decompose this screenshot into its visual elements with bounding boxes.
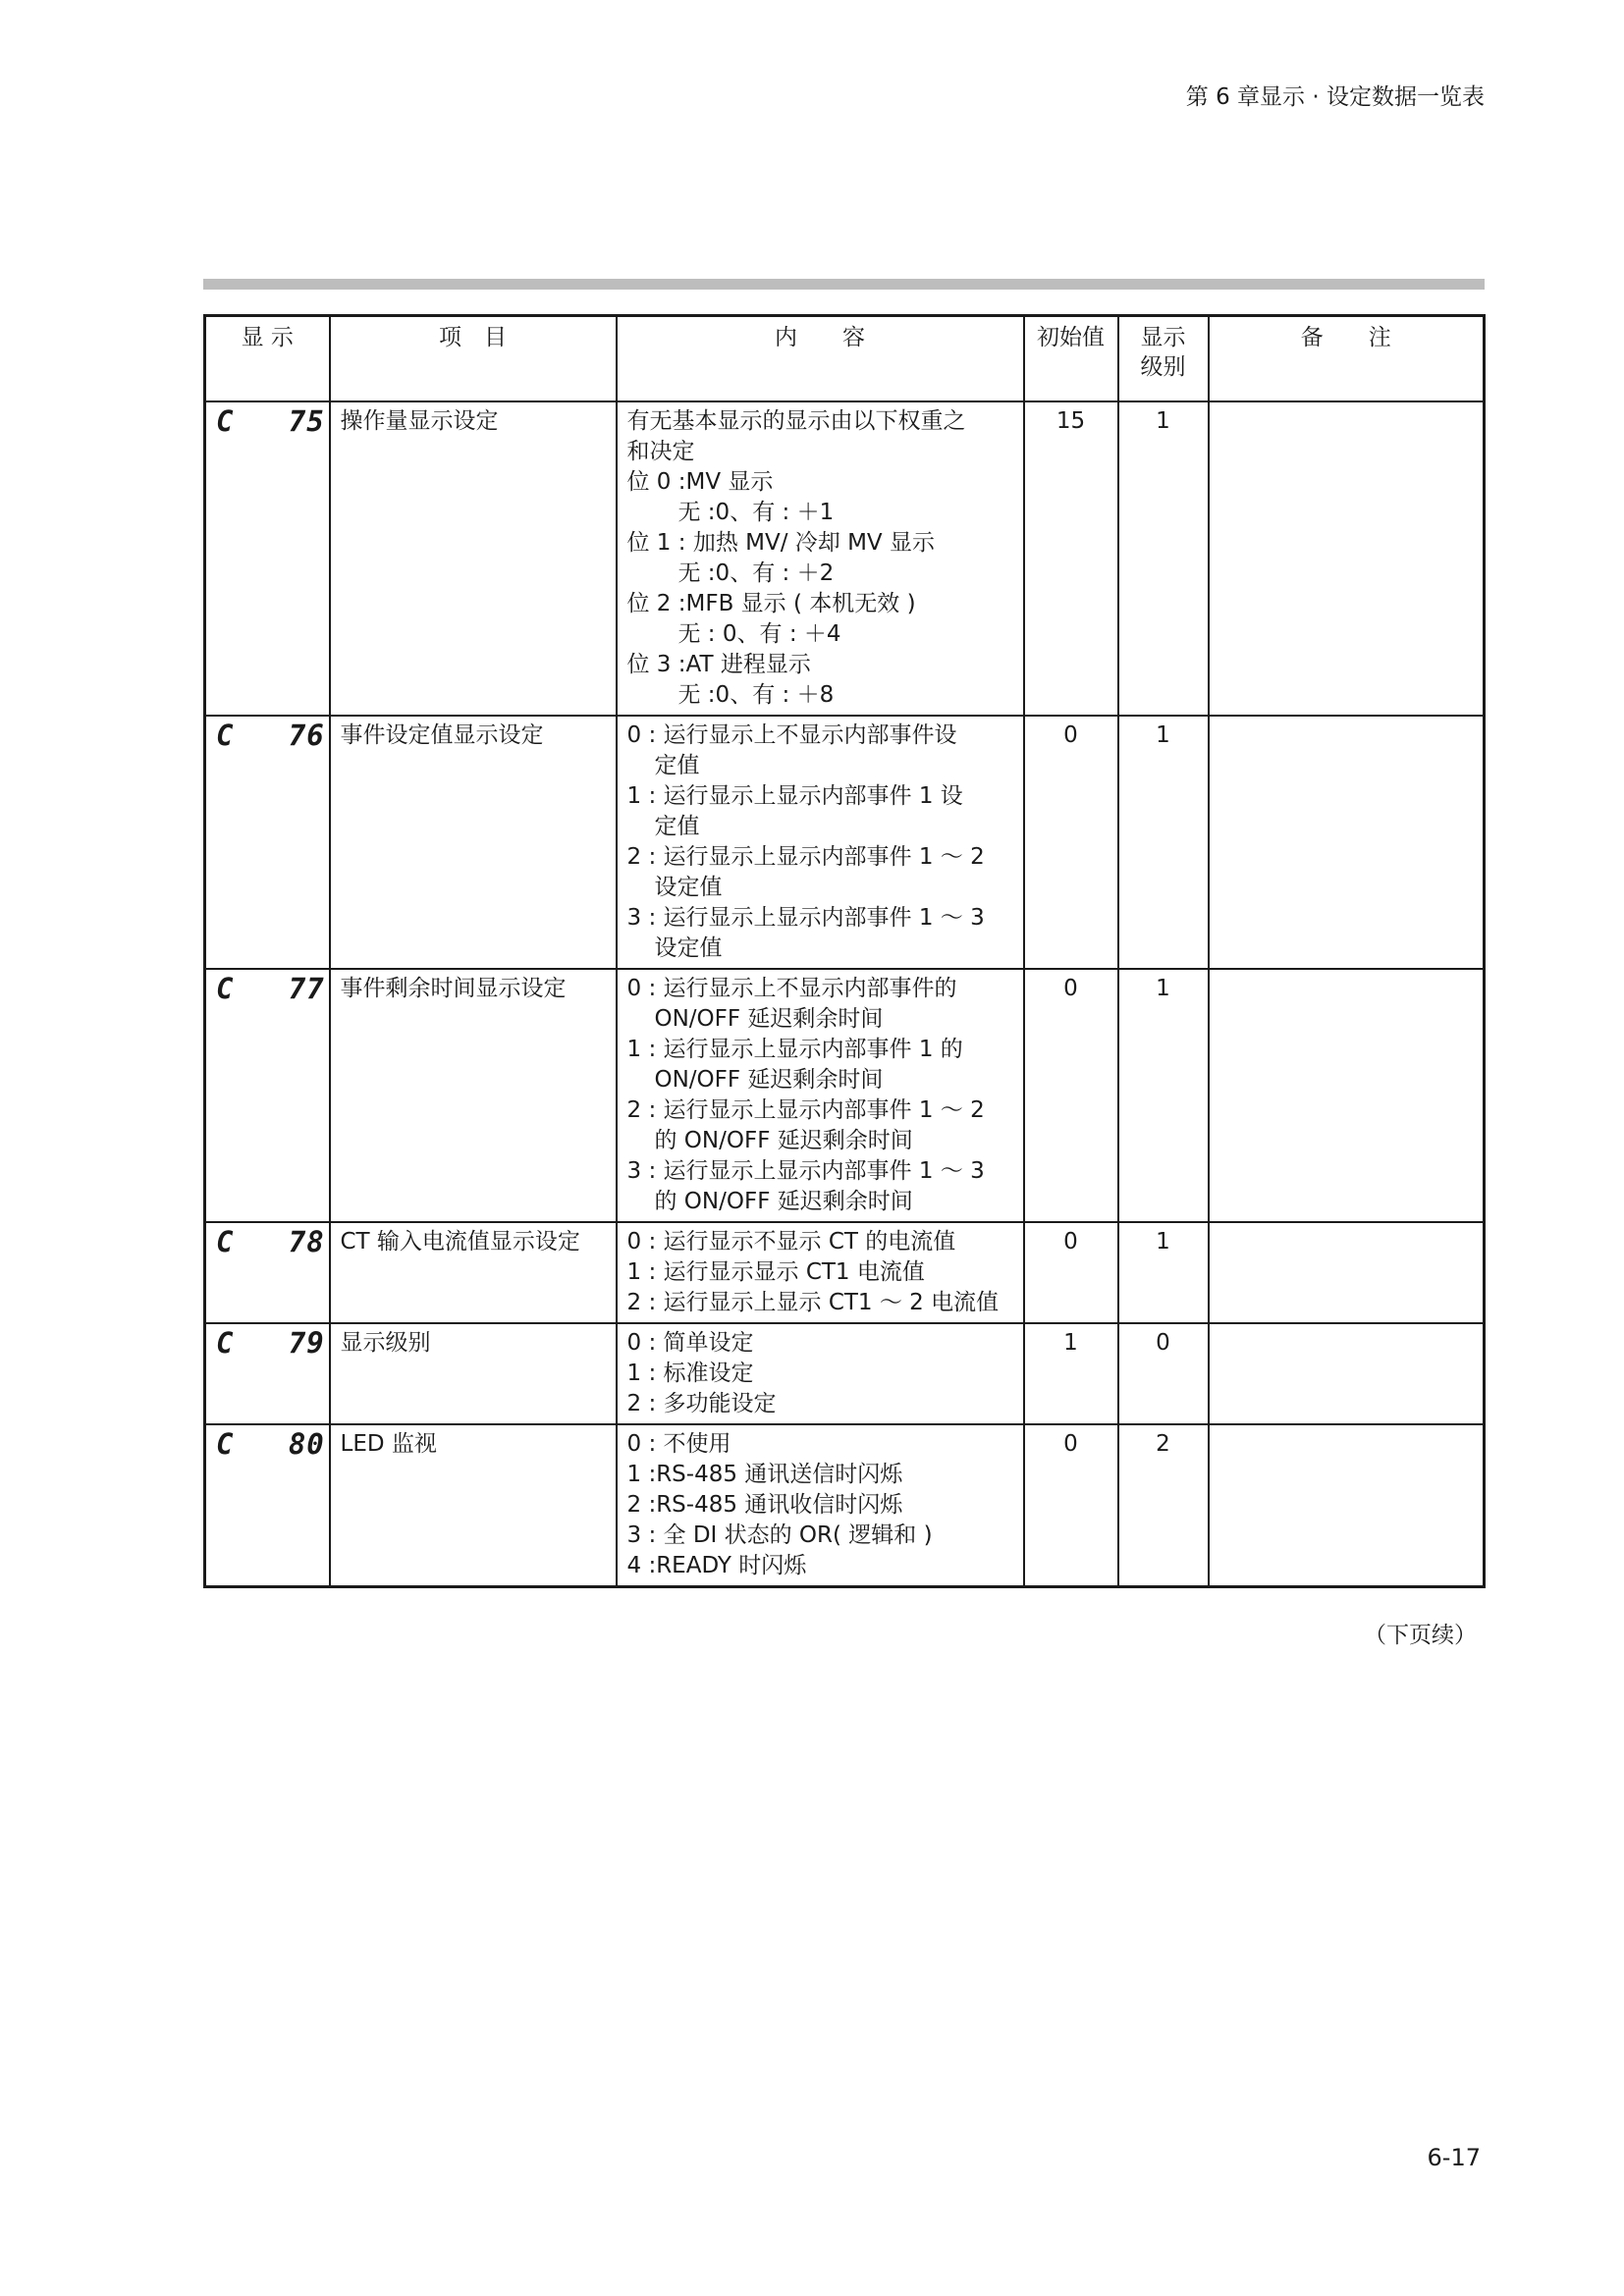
table-header-row [205,316,1485,402]
content-cell [617,1424,1024,1587]
item-name: 事件剩余时间显示设定 [330,969,617,1222]
content-line: 1 : 运行显示上显示内部事件 1 的 [626,1037,963,1062]
content-line: 1 : 运行显示显示 CT1 电流值 [626,1259,925,1285]
initial-value: 0 [1024,969,1118,1222]
table-row [205,969,1485,1222]
remarks-cell [1209,969,1485,1222]
settings-table [203,314,1486,1588]
content-line: 无 :0、有 : ＋2 [677,561,835,586]
content-line: 的 ON/OFF 延迟剩余时间 [654,1189,913,1214]
item-name: 操作量显示设定 [330,401,617,716]
table-row [205,401,1485,716]
table-row [205,1323,1485,1424]
item-name: 显示级别 [330,1323,617,1424]
display-code: C 77 [205,969,330,1222]
content-line: 的 ON/OFF 延迟剩余时间 [654,1128,913,1153]
chapter-header: 第 6 章显示 · 设定数据一览表 [1185,84,1485,110]
content-line: 有无基本显示的显示由以下权重之 [626,408,966,434]
content-line: 定值 [654,753,700,778]
display-level: 1 [1118,401,1209,716]
content-line: 4 :READY 时闪烁 [626,1553,807,1578]
initial-value: 15 [1024,401,1118,716]
remarks-cell [1209,401,1485,716]
content-line: 1 : 标准设定 [626,1361,754,1386]
content-line: 无 :0、有 : ＋8 [677,682,835,708]
content-line: 3 : 全 DI 状态的 OR( 逻辑和 ) [626,1522,933,1548]
content-line: 2 : 运行显示上显示内部事件 1 ～ 2 [626,1097,985,1123]
content-line: 位 2 :MFB 显示 ( 本机无效 ) [626,591,916,616]
content-line: 0 : 简单设定 [626,1330,754,1356]
header-content: 内 容 [617,316,1024,402]
content-line: 定值 [654,814,700,839]
item-name: LED 监视 [330,1424,617,1587]
remarks-cell [1209,1424,1485,1587]
initial-value: 0 [1024,1424,1118,1587]
content-line: 2 :RS-485 通讯收信时闪烁 [626,1492,903,1518]
display-code: C 80 [205,1424,330,1587]
table-body [205,401,1485,1587]
remarks-cell [1209,716,1485,969]
content-line: 1 :RS-485 通讯送信时闪烁 [626,1462,903,1487]
content-cell [617,1222,1024,1323]
content-line: 0 : 运行显示不显示 CT 的电流值 [626,1229,956,1255]
display-code: C 76 [205,716,330,969]
content-line: 位 0 :MV 显示 [626,469,774,495]
content-line: 0 : 不使用 [626,1431,731,1457]
display-level: 1 [1118,716,1209,969]
display-level: 1 [1118,969,1209,1222]
content-line: 无 :0、有 : ＋1 [677,500,835,525]
item-name: 事件设定值显示设定 [330,716,617,969]
content-cell [617,716,1024,969]
display-level: 2 [1118,1424,1209,1587]
remarks-cell [1209,1323,1485,1424]
item-name: CT 输入电流值显示设定 [330,1222,617,1323]
continued-note: （下页续） [1364,1623,1477,1648]
content-line: 3 : 运行显示上显示内部事件 1 ～ 3 [626,905,985,931]
content-line: 位 1 : 加热 MV/ 冷却 MV 显示 [626,530,935,556]
display-level: 0 [1118,1323,1209,1424]
display-code: C 75 [205,401,330,716]
content-line: 2 : 多功能设定 [626,1391,777,1416]
content-cell [617,401,1024,716]
header-remarks: 备 注 [1209,316,1485,402]
content-cell [617,1323,1024,1424]
display-code: C 79 [205,1323,330,1424]
header-initial-value: 初始值 [1024,316,1118,402]
display-level: 1 [1118,1222,1209,1323]
content-line: 2 : 运行显示上显示内部事件 1 ～ 2 [626,844,985,870]
content-line: 设定值 [654,935,723,961]
table-row [205,1424,1485,1587]
remarks-cell [1209,1222,1485,1323]
content-line: 0 : 运行显示上不显示内部事件设 [626,722,957,748]
content-line: 3 : 运行显示上显示内部事件 1 ～ 3 [626,1158,985,1184]
content-line: 0 : 运行显示上不显示内部事件的 [626,976,957,1001]
content-line: 和决定 [626,439,695,464]
content-line: 2 : 运行显示上显示 CT1 ～ 2 电流值 [626,1290,1000,1315]
page-number: 6-17 [1427,2144,1481,2171]
header-item: 项 目 [330,316,617,402]
content-line: 无 : 0、有 : ＋4 [677,621,841,647]
initial-value: 0 [1024,716,1118,969]
content-line: 位 3 :AT 进程显示 [626,652,811,677]
content-line: ON/OFF 延迟剩余时间 [654,1067,884,1093]
content-line: 设定值 [654,875,723,900]
header-display-level: 显示 级别 [1118,316,1209,402]
content-line: ON/OFF 延迟剩余时间 [654,1006,884,1032]
content-cell [617,969,1024,1222]
table-row [205,716,1485,969]
initial-value: 1 [1024,1323,1118,1424]
content-line: 1 : 运行显示上显示内部事件 1 设 [626,783,963,809]
header-display: 显 示 [205,316,330,402]
table-row [205,1222,1485,1323]
header-rule [203,279,1485,290]
initial-value: 0 [1024,1222,1118,1323]
display-code: C 78 [205,1222,330,1323]
